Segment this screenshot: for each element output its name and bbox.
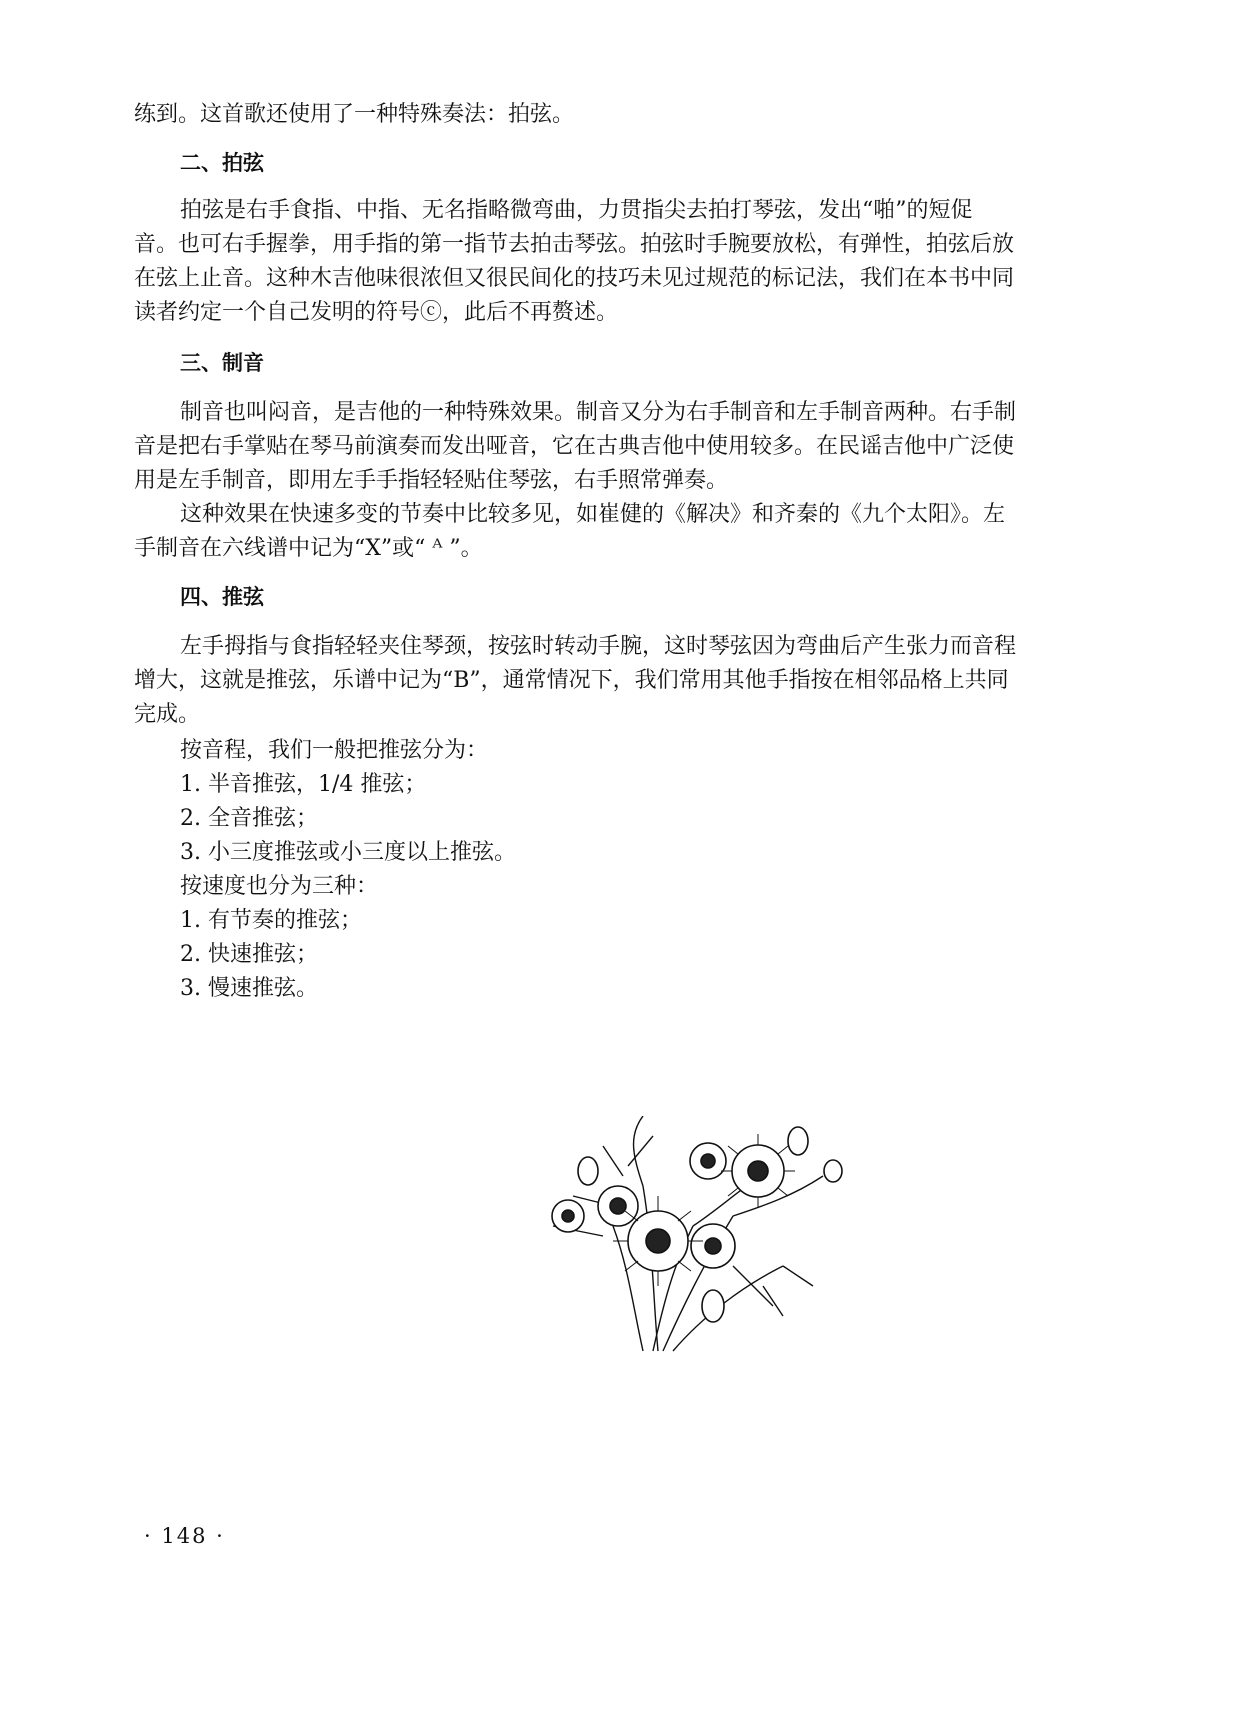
paragraph-line: 这种效果在快速多变的节奏中比较多见，如崔健的《解决》和齐秦的《九个太阳》。左	[180, 502, 1006, 527]
list-intro: 按音程，我们一般把推弦分为：	[180, 738, 489, 763]
paragraph-line: 手制音在六线谱中记为“X”或“ ᴬ ”。	[134, 536, 483, 561]
paragraph-line: 增大，这就是推弦，乐谱中记为“B”，通常情况下，我们常用其他手指按在相邻品格上共同	[134, 668, 1009, 693]
continuation-text: 练到。这首歌还使用了一种特殊奏法：拍弦。	[134, 102, 575, 127]
paragraph-line: 音是把右手掌贴在琴马前演奏而发出哑音，它在古典吉他中使用较多。在民谣吉他中广泛使	[134, 434, 1015, 459]
section-heading-zhi-yin: 三、制音	[180, 351, 264, 375]
paragraph-line: 完成。	[134, 702, 201, 727]
paragraph-line: 音。也可右手握拳，用手指的第一指节去拍击琴弦。拍弦时手腕要放松，有弹性，拍弦后放	[134, 232, 1015, 257]
section-heading-pai-xian: 二、拍弦	[180, 151, 264, 175]
paragraph-line: 左手拇指与食指轻轻夹住琴颈，按弦时转动手腕，这时琴弦因为弯曲后产生张力而音程	[180, 634, 1017, 659]
section-heading-tui-xian: 四、推弦	[180, 585, 264, 609]
paragraph-line: 在弦上止音。这种木吉他味很浓但又很民间化的技巧未见过规范的标记法，我们在本书中同	[134, 266, 1015, 291]
paragraph-line: 用是左手制音，即用左手手指轻轻贴住琴弦，右手照常弹奏。	[134, 468, 729, 493]
list-item: 2. 全音推弦；	[180, 806, 318, 831]
list-item: 3. 小三度推弦或小三度以上推弦。	[180, 840, 516, 865]
paragraph-line: 制音也叫闷音，是吉他的一种特殊效果。制音又分为右手制音和左手制音两种。右手制	[180, 400, 1017, 425]
list-item: 1. 半音推弦，1/4 推弦；	[180, 772, 427, 797]
paragraph-line: 拍弦是右手食指、中指、无名指略微弯曲，力贯指尖去拍打琴弦，发出“啪”的短促	[180, 198, 973, 223]
list-item: 3. 慢速推弦。	[180, 976, 318, 1001]
list-intro: 按速度也分为三种：	[180, 874, 379, 899]
list-item: 1. 有节奏的推弦；	[180, 908, 362, 933]
paragraph-line: 读者约定一个自己发明的符号ⓒ，此后不再赘述。	[134, 300, 619, 325]
flower-illustration	[533, 1116, 883, 1356]
list-item: 2. 快速推弦；	[180, 942, 318, 967]
page-number: · 148 ·	[144, 1524, 225, 1548]
